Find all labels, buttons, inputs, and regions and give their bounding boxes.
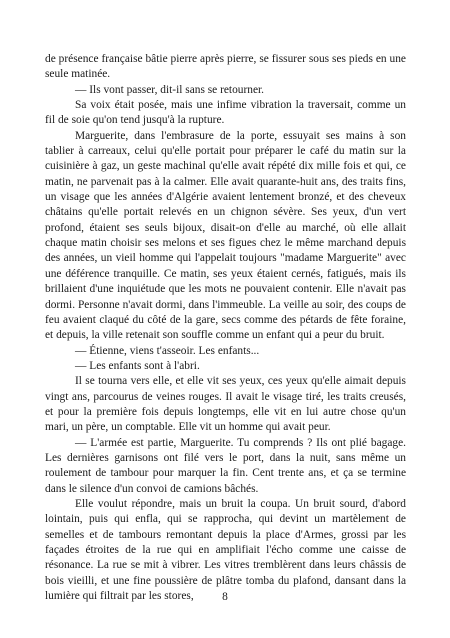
paragraph: — Les enfants sont à l'abri. bbox=[75, 359, 200, 372]
paragraph: Elle voulut répondre, mais un bruit la coupa. Un bruit sourd, d'abord lointain, puis qui enfla, qui se rapprocha, qui devint un martèlement de semelles et de tambours remontant depuis la place d'Armes, grossi par les façades étroites de la rue qui en amplifiait l'écho comme une caisse de résonance. La rue se mit à vibrer. Les vitres tremblèrent dans leurs châssis de bois vieilli, et une fine poussière de plâtre tomba du plafond, dansant dans la lumière qui filtrait par les stores, bbox=[45, 497, 406, 603]
body-text bbox=[45, 52, 406, 604]
paragraph: Marguerite, dans l'embrasure de la porte, essuyait ses mains à son tablier à carreaux, celui qu'elle portait pour préparer le café du matin sur la cuisinière à gaz, un geste machinal qu'elle avait répété dix mille fois et qui, ce matin, ne parvenait pas à la calmer. Elle avait quarante-huit ans, des traits fins, un visage que les années d'Algérie avaient lentement bronzé, et des cheveux châtains qu'elle portait relevés en un chignon sévère. Ses yeux, d'un vert profond, étaient ses seuls bijoux, disait-on d'elle au marché, où elle allait chaque matin choisir ses melons et ses figues chez le même marchand depuis des années, un vieil homme qui l'appelait toujours "madame Marguerite" avec une déférence tranquille. Ce matin, ses yeux étaient cernés, fatigués, mais ils brillaient d'une inquiétude que les mots ne pouvaient contenir. Elle n'avait pas dormi. Personne n'avait dormi, dans l'immeuble. La veille au soir, des coups de feu avaient claqué du côté de la gare, secs comme des pétards de fête foraine, et depuis, la ville retenait son souffle comme un enfant qui a peur du bruit. bbox=[45, 129, 406, 342]
paragraph: — Étienne, viens t'asseoir. Les enfants... bbox=[75, 344, 260, 357]
page-number: 8 bbox=[222, 591, 228, 603]
paragraph: de présence française bâtie pierre après pierre, se fissurer sous ses pieds en une seule matinée. bbox=[45, 53, 406, 81]
paragraph: — L'armée est partie, Marguerite. Tu comprends ? Ils ont plié bagage. Les dernières garnisons ont filé vers le port, dans la nuit, sans même un roulement de tambour pour marquer la fin. Cent trente ans, et ça se termine dans le silence d'un convoi de camions bâchés. bbox=[45, 436, 406, 495]
paragraph: — Ils vont passer, dit-il sans se retourner. bbox=[75, 83, 265, 96]
paragraph: Sa voix était posée, mais une infime vibration la traversait, comme un fil de soie qu'on tend jusqu'à la rupture. bbox=[45, 99, 406, 127]
paragraph: Il se tourna vers elle, et elle vit ses yeux, ces yeux qu'elle aimait depuis vingt ans, parcourus de veines rouges. Il avait le visage tiré, les traits creusés, et pour la première fois depuis longtemps, elle vit en lui autre chose qu'un mari, un père, un comptable. Elle vit un homme qui avait peur. bbox=[45, 375, 406, 434]
